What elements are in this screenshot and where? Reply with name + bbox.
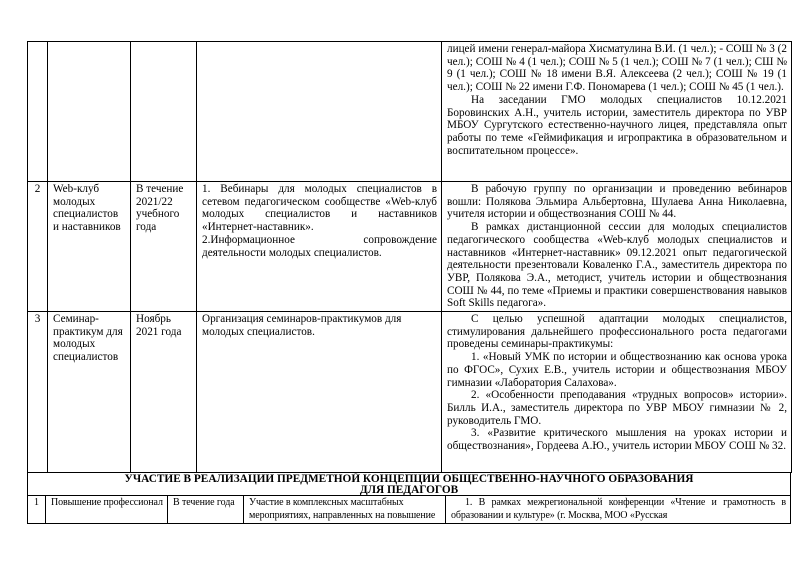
report-table [27,41,791,524]
table-row [28,312,792,473]
lower-table [27,495,791,524]
timing-cell: Ноябрь 2021 года [131,312,197,473]
paragraph: 1. Вебинары для молодых специалистов в сетевом педагогическом сообществе «Web-клуб молодых специалистов и наставников «Интернет-наставник». [202,183,437,234]
paragraph: В рамках дистанционной сессии для молодых специалистов педагогического сообщества «Web-клуб молодых специалистов и наставников «Интернет-наставник» 09.12.2021 опыт педагогической деятельности презентовали Коваленко Г.А., заместитель директора по УВР, Полякова Э.А., методист, учитель истории и обществознания СОШ № 44, по теме «Приемы и практики совершенствования навыков Soft Skills педагога». [447,221,787,310]
upper-table [27,41,792,473]
row-number-cell: 1 [28,496,46,524]
section-title-line2: ДЛЯ ПЕДАГОГОВ [359,484,459,497]
activities-cell [197,42,442,182]
timing-cell [131,42,197,182]
row-number-cell [28,42,48,182]
results-cell [442,312,792,473]
paragraph: С целью успешной адаптации молодых специалистов, стимулирования дальнейшего профессионального роста педагогами проведены семинары-практикумы: [447,313,787,351]
direction-cell: Web-клуб молодых специалистов и наставников [48,182,131,312]
paragraph: 3. «Развитие критического мышления на уроках истории и обществознания», Гордеева А.Ю., учитель истории МБОУ СОШ № 32. [447,427,787,453]
section-title-row [27,472,791,496]
activities-cell [197,182,442,312]
table-row [28,182,792,312]
paragraph: 1. «Новый УМК по истории и обществознанию как основа урока по ФГОС», Сухих Е.В., учитель истории и обществознания МБОУ гимназии «Лаборатория Салахова». [447,351,787,389]
timing-cell: В течение года [168,496,244,524]
paragraph: В рабочую группу по организации и проведению вебинаров вошли: Полякова Эльмира Альбертовна, Шулаева Анна Николаевна, учителя истории и обществознания СОШ № 44. [447,183,787,221]
paragraph: Организация семинаров-практикумов для молодых специалистов. [202,313,402,338]
paragraph: 1. В рамках межрегиональной конференции «Чтение и грамотность в образовании и культуре» (г. Москва, МОО «Русская [451,497,786,521]
row-number-cell: 3 [28,312,48,473]
results-cell [442,42,792,182]
results-cell [446,496,791,524]
direction-cell: Семинар-практикум для молодых специалистов [48,312,131,473]
activities-cell [197,312,442,473]
table-row-continuation [28,42,792,182]
direction-cell [48,42,131,182]
paragraph: На заседании ГМО молодых специалистов 10.12.2021 Боровинских А.Н., учитель истории, заместитель директора по УВР МБОУ Сургутского естественно-научного лицея, представляла опыт работы по теме «Геймификация и игропрактика в образовательном и воспитательном процессе». [447,93,787,157]
section-title-line1: УЧАСТИЕ В РЕАЛИЗАЦИИ ПРЕДМЕТНОЙ КОНЦЕПЦИИ ОБЩЕСТВЕННО-НАУЧНОГО ОБРАЗОВАНИЯ [124,473,694,486]
timing-cell: В течение 2021/22 учебного года [131,182,197,312]
paragraph: Участие в комплексных масштабных мероприятиях, направленных на повышение [249,497,436,521]
direction-cell: Повышение профессионал [46,496,168,524]
table-row-cut-off [28,496,791,524]
results-cell [442,182,792,312]
paragraph: 2.Информационное сопровождение деятельности молодых специалистов. [202,233,437,259]
row-number-cell: 2 [28,182,48,312]
paragraph: 2. «Особенности преподавания «трудных вопросов» истории». Билль И.А., заместитель директора по УВР МБОУ гимназии № 2, руководитель ГМО. [447,389,787,427]
activities-cell [244,496,446,524]
paragraph: лицей имени генерал-майора Хисматулина В.И. (1 чел.); - СОШ № 3 (2 чел.); СОШ № 4 (1 чел.); СОШ № 5 (1 чел.); СОШ № 7 (1 чел.); СШ № 9 (1 чел.); СОШ № 18 имени В.Я. Алексеева (2 чел.); СОШ № 19 (1 чел.); СОШ № 22 имени Г.Ф. Пономарева (1 чел.); СОШ № 45 (1 чел.). [447,43,787,94]
